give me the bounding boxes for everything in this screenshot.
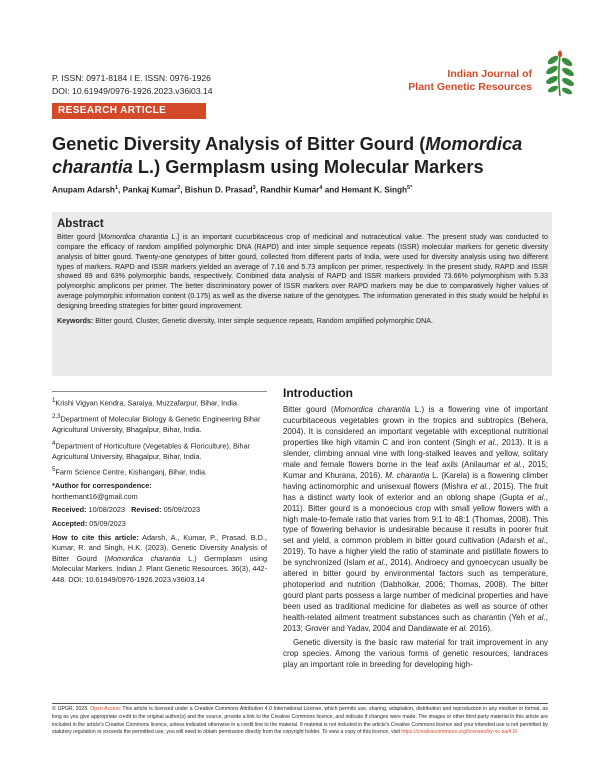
affiliation-item (52, 465, 267, 478)
journal-name-line2: Plant Genetic Resources (408, 81, 532, 93)
correspondence-email[interactable]: horthemant16@gmail.com (52, 491, 138, 501)
affiliation-text: Farm Science Centre, Kishanganj, Bihar, India. (55, 467, 208, 477)
revised-date: 05/09/2023 (161, 505, 201, 515)
received-date: 10/08/2023 (86, 505, 126, 515)
author-separator: , (118, 185, 123, 195)
affiliation-sup: 4 (52, 439, 56, 447)
intro-text-part: 2016). (467, 624, 493, 634)
license-text: This article is licensed under a Creative Commons Attribution 4.0 International License, which permits use, sharing, adaptation, distribution and reproduction in any medium or format, as long as you give appropriate credit to the original author(s) and the source, provide a link to the Creative Commons licence, and indicate if changes were made. The images or other third party material in this article are included in the article's Creative Commons licence, unless indicated otherwise in a credit line to the material. If material is not included in the article's Creative Commons licence and your intended use is not permitted by statutory regulation or exceeds the permitted use, you will need to obtain permission directly from the copyright holder. To view a copy of this licence, visit (52, 706, 548, 736)
title-part1: Genetic Diversity Analysis of Bitter Gourd ( (52, 134, 426, 154)
abstract-heading: Abstract (57, 218, 104, 230)
title-part2: L.) Germplasm using Molecular Markers (132, 157, 484, 177)
correspondence-label (52, 481, 267, 492)
intro-text-part: , 2019). To have a higher yield the ratio of staminate and pistillate flowers to be synchronized (Islam (283, 536, 548, 568)
intro-italic: Momordica charantia (333, 405, 411, 414)
issn-line: P. ISSN: 0971-8184 I E. ISSN: 0976-1926 (52, 73, 211, 83)
accepted-label: Accepted: (52, 519, 88, 529)
author-separator: , (255, 185, 261, 195)
intro-text-part: , 2011). Bitter gourd is a monoecious crop with small yellow flowers with a high male-to-female ratio that varies from 9:1 to 48:1 (Thomas, 2008). This type of flowering behavior is undesirable because it results in poorer fruit set and yield, a common problem in bitter gourd cultivation (Adarsh (283, 492, 548, 546)
intro-text-part: , 2013; Grover and Yadav, 2004 and Dandawate (283, 613, 548, 634)
citation-text: L.) Germplasm using Molecular Markers. Indian J. Plant Genetic Resources. 36(3), 442-448. DOI: 10.61949/0976-1926.2023.v36i03.14 (52, 553, 267, 584)
citation-species-italic: Momordica charantia (106, 553, 181, 563)
affiliation-sup: 2,3 (52, 413, 61, 421)
author-affiliation-sup: 1 (114, 185, 118, 191)
open-access-label: Open Access (90, 706, 121, 712)
author-separator: , (180, 185, 185, 195)
affiliation-item (52, 412, 267, 436)
author-name: Anupam Adarsh (52, 185, 115, 195)
affiliation-sup: 5 (52, 466, 56, 474)
received-label: Received: (52, 505, 87, 515)
intro-text-part: L.) is a flowering vine of important cucurbitaceous vegetables grown in the tropics and subtropics (Behera, 2004). It is considered an important vegetable with exceptional nutritional properties like high vitamin C and iron content (Singh (283, 405, 548, 447)
title-italic-species: Momordica charantia (52, 134, 523, 177)
author-name: Randhir Kumar (260, 185, 320, 195)
author-affiliation-sup: 5* (407, 185, 413, 191)
article-type-banner: RESEARCH ARTICLE (52, 103, 206, 119)
introduction-paragraph (283, 405, 548, 635)
copyright-text: © IJPGR, 2023. (52, 706, 91, 712)
author-affiliation-sup: 3 (252, 185, 256, 191)
intro-italic: et al. (527, 613, 546, 623)
abstract-text (57, 233, 548, 312)
revised-label: Revised: (131, 505, 162, 515)
affiliation-divider (52, 391, 267, 392)
article-info-column (52, 389, 267, 589)
affiliation-text: Department of Molecular Biology & Genetic Engineering Bihar Agricultural University, Bhagalpur, Bihar, India. (52, 414, 261, 435)
intro-text-part: , 2015; Kumar and Khurana, 2016). (283, 459, 548, 480)
introduction-paragraph: Genetic diversity is the basic raw material for trait improvement in any crop species. Among the various forms of genetic resources, landraces play an important role in breeding for developing high- (283, 638, 548, 669)
journal-logo-icon (542, 50, 578, 98)
affiliation-item (52, 396, 267, 409)
affiliation-text: Krishi Vigyan Kendra, Saraiya, Muzzafarpur, Bihar, India. (55, 398, 239, 408)
abstract-species-italic: Momordica charantia (100, 233, 169, 241)
intro-italic: et al. (470, 481, 489, 491)
accepted-date-line (52, 519, 267, 530)
author-name: Hemant K. Singh (341, 185, 408, 195)
keywords-list: Bitter gourd, Cluster, Genetic diversity, Inter simple sequence repeats, Random amplified polymorphic DNA. (93, 316, 433, 325)
abstract-section (52, 212, 552, 376)
intro-text-part: , 2013). It is a slender, climbing annual vine with long-stalked leaves and yellow, solitary male and female flowers borne in the leaf axils (Anilaumar (283, 437, 548, 469)
intro-text-part: L. (Karela) is a flowering climber having actinomorphic and unisexual flowers (Mishra (283, 470, 548, 491)
journal-name-line1: Indian Journal of (447, 68, 532, 80)
footer-divider (52, 703, 548, 704)
journal-name (408, 68, 532, 94)
received-revised-dates (52, 505, 267, 516)
abstract-text-part: L.] is an important cucurbitaceous crop of medicinal and nutraceutical value. The present study was conducted to compare the efficacy of random amplified polymorphic DNA (RAPD) and inter simple sequence repeats (ISSR) molecular markers for genetic diversity analysis of bitter gourd. Twenty-one genotypes of bitter gourd, collected from different parts of India, were used for diversity analysis using two different types of markers. RAPD and ISSR markers yielded an average of 7.16 and 5.73 amplicon per primer, respectively. In the present study, RAPD and ISSR showed 89 and 63% polymorphic bands, respectively. Combined data analysis of RAPD and ISSR markers provided 73.66% polymorphism with 5.33 polymorphic amplicons per primer. The better discriminatory power of ISSR markers over RAPD markers may be due to comparatively higher values of average polymorphic information content (0.175) as well as the diverse nature of the genotypes. The information generated in this study would be helpful in designing breeding strategies for bitter gourd improvement. (57, 233, 548, 310)
author-list (52, 185, 412, 195)
intro-text-part: , 2015). The fruit has a distinct warty look of exterior and an oblong shape (Gupta (283, 481, 549, 502)
intro-italic: et al. (527, 492, 546, 502)
intro-text-part: , 2014). Androecy and gynoecycan usually be altered in bitter gourd by environmental factors such as temperature, photoperiod and nutrition (Dabholkar, 2006; Thomas, 2008). The bitter gourd plant parts possess a large number of medicinal properties and have been used as traditional medicine for diabetes as well as source of other health-related ailment treatment substances such as charantin (Yeh (283, 558, 548, 623)
intro-italic: et al. (503, 459, 523, 469)
article-title (52, 133, 552, 179)
intro-italic: M. charantia (385, 470, 430, 480)
license-link[interactable]: https://creativecommons.org/licenses/by-nc-sa/4.0/ (401, 729, 518, 736)
accepted-date: 05/09/2023 (87, 519, 126, 529)
keywords (57, 316, 548, 326)
correspondence-label-text: *Author for correspondence: (52, 481, 152, 491)
author-affiliation-sup: 2 (177, 185, 181, 191)
citation-label: How to cite this article: (52, 532, 139, 542)
keywords-label: Keywords: (57, 316, 94, 325)
author-name: Bishun D. Prasad (184, 185, 253, 195)
doi-line: DOI: 10.61949/0976-1926.2023.v36i03.14 (52, 85, 213, 96)
intro-italic: et al. (450, 624, 468, 634)
license-text-end: . (517, 729, 519, 736)
abstract-text-part: Bitter gourd [ (57, 233, 101, 241)
introduction-heading: Introduction (283, 386, 353, 400)
author-affiliation-sup: 4 (319, 185, 323, 191)
author-name: Pankaj Kumar (122, 185, 178, 195)
intro-text-part: Bitter gourd ( (283, 405, 334, 414)
intro-italic: et al. (478, 437, 497, 447)
intro-italic: et al. (527, 536, 546, 546)
author-and: and (322, 185, 342, 195)
intro-italic: et al. (367, 558, 386, 568)
affiliation-item (52, 439, 267, 463)
affiliation-text: Department of Horticulture (Vegetables & Floriculture), Bihar Agricultural University, Bhagalpur, Bihar, India. (52, 441, 251, 461)
issn-doi-block (52, 72, 213, 97)
citation (52, 533, 267, 586)
affiliation-sup: 1 (52, 397, 56, 404)
license-footer (52, 706, 548, 737)
introduction-body (283, 405, 548, 671)
citation-text: Adarsh, A., Kumar, P., Prasad, B.D., Kumar, R. and Singh, H.K. (2023). Genetic Diversity Analysis of Bitter Gourd ( (52, 532, 268, 563)
